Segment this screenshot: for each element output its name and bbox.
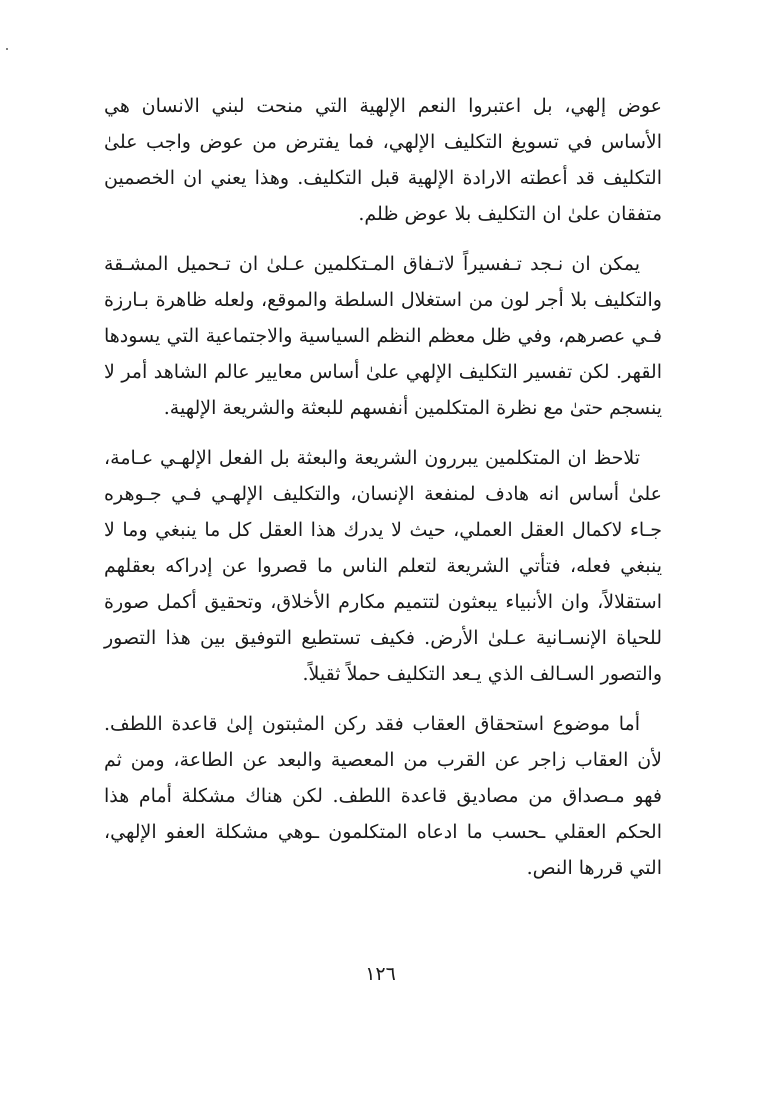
- paragraph-3: تلاحظ ان المتكلمين يبررون الشريعة والبعثة بل الفعل الإلهـي عـامة، علىٰ أساس انه هادف لمنفعة الإنسان، والتكليف الإلهـي فـي جـوهره جـاء لاكمال العقل العملي، حيث لا يدرك هذا العقل كل ما ينبغي وما لا ينبغي فعله، فتأتي الشريعة لتعلم الناس ما قصروا عن إدراكه بعقلهم استقلالاً، وان الأنبياء يبعثون لتتميم مكارم الأخلاق، وتحقيق أكمل صورة للحياة الإنسـانية عـلىٰ الأرض. فكيف تستطيع التوفيق بين هذا التصور والتصور السـالف الذي يـعد التكليف حملاً ثقيلاً.: [104, 447, 662, 685]
- paragraph-4: أما موضوع استحقاق العقاب فقد ركن المثبتون إلىٰ قاعدة اللطف. لأن العقاب زاجر عن القرب من المعصية والبعد عن الطاعة، ومن ثم فهو مـصداق من مصاديق قاعدة اللطف. لكن هناك مشكلة أمام هذا الحكم العقلي ـحسب ما ادعاه المتكلمون ـوهي مشكلة العفو الإلهي، التي قررها النص.: [104, 713, 662, 879]
- scan-edge-mark: [6, 48, 8, 50]
- page-number: ١٢٦: [365, 963, 396, 985]
- body-text: [104, 88, 662, 900]
- paragraph-1: عوض إلهي، بل اعتبروا النعم الإلهية التي منحت لبني الانسان هي الأساس في تسويغ التكليف الإلهي، فما يفترض من عوض واجب علىٰ التكليف قد أعطته الارادة الإلهية قبل التكليف. وهذا يعني ان الخصمين متفقان علىٰ ان التكليف بلا عوض ظلم.: [104, 95, 662, 225]
- paragraph-2: يمكن ان نـجد تـفسيراً لاتـفاق المـتكلمين عـلىٰ ان تـحميل المشـقة والتكليف بلا أجر لون من استغلال السلطة والموقع، ولعله ظاهرة بـارزة فـي عصرهم، وفي ظل معظم النظم السياسية والاجتماعية التي يسودها القهر. لكن تفسير التكليف الإلهي علىٰ أساس معايير عالم الشاهد أمر لا ينسجم حتىٰ مع نظرة المتكلمين أنفسهم للبعثة والشريعة الإلهية.: [104, 253, 662, 419]
